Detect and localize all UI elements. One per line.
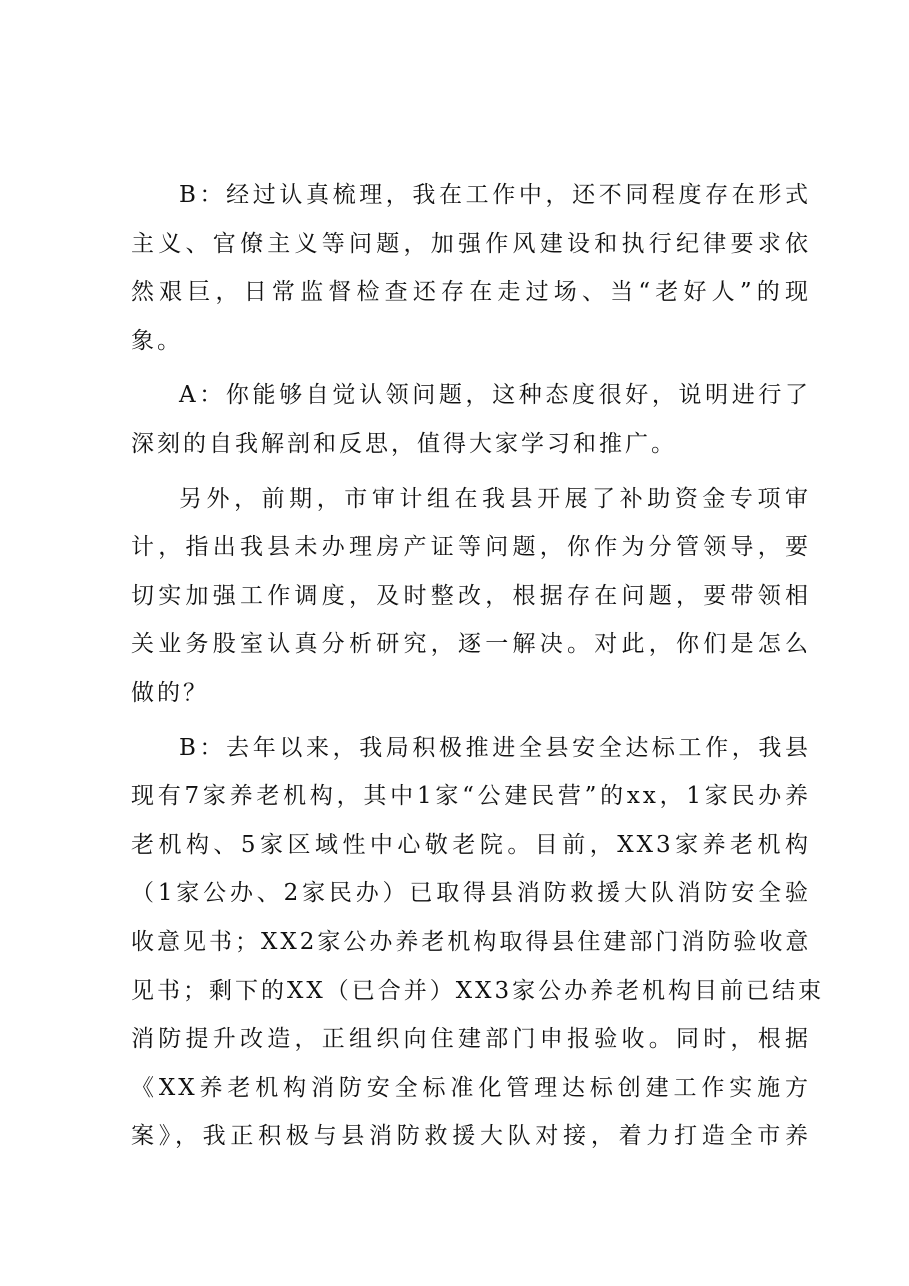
text-line: 《XX养老机构消防安全标准化管理达标创建工作实施方 (131, 1074, 811, 1101)
text-line: （1家公办、2家民办）已取得县消防救援大队消防安全验 (131, 880, 811, 907)
text-line: 关业务股室认真分析研究，逐一解决。对此，你们是怎么 (131, 631, 811, 658)
text-line: 收意见书；XX2家公办养老机构取得县住建部门消防验收意 (131, 928, 812, 955)
text-line: 现有7家养老机构，其中1家“公建民营”的xx，1家民办养 (131, 783, 811, 810)
document-body (131, 171, 825, 1161)
text-line: 象。 (131, 327, 183, 354)
text-line: 老机构、5家区域性中心敬老院。目前，XX3家养老机构 (131, 831, 811, 858)
text-line: 见书；剩下的XX（已合并）XX3家公办养老机构目前已结束 (131, 977, 825, 1004)
text-line: B：去年以来，我局积极推进全县安全达标工作，我县 (179, 734, 811, 761)
paragraph-1 (131, 171, 811, 365)
paragraph-3 (131, 475, 811, 718)
paragraph-4 (131, 724, 825, 1161)
text-line: 计，指出我县未办理房产证等问题，你作为分管领导，要 (131, 534, 811, 561)
text-line: 深刻的自我解剖和反思，值得大家学习和推广。 (131, 430, 677, 457)
paragraph-2 (131, 371, 811, 468)
text-line: 然艰巨，日常监督检查还存在走过场、当“老好人”的现 (131, 279, 811, 306)
text-line: B：经过认真梳理，我在工作中，还不同程度存在形式 (179, 182, 811, 208)
text-line: 消防提升改造，正组织向住建部门申报验收。同时，根据 (131, 1026, 811, 1053)
text-line: 切实加强工作调度，及时整改，根据存在问题，要带领相 (131, 582, 811, 609)
text-line: A：你能够自觉认领问题，这种态度很好，说明进行了 (179, 382, 811, 409)
text-line: 主义、官僚主义等问题，加强作风建设和执行纪律要求依 (131, 230, 811, 257)
text-line: 案》，我正积极与县消防救援大队对接，着力打造全市养 (131, 1123, 811, 1150)
text-line: 做的？ (131, 679, 209, 706)
text-line: 另外，前期，市审计组在我县开展了补助资金专项审 (179, 485, 811, 512)
